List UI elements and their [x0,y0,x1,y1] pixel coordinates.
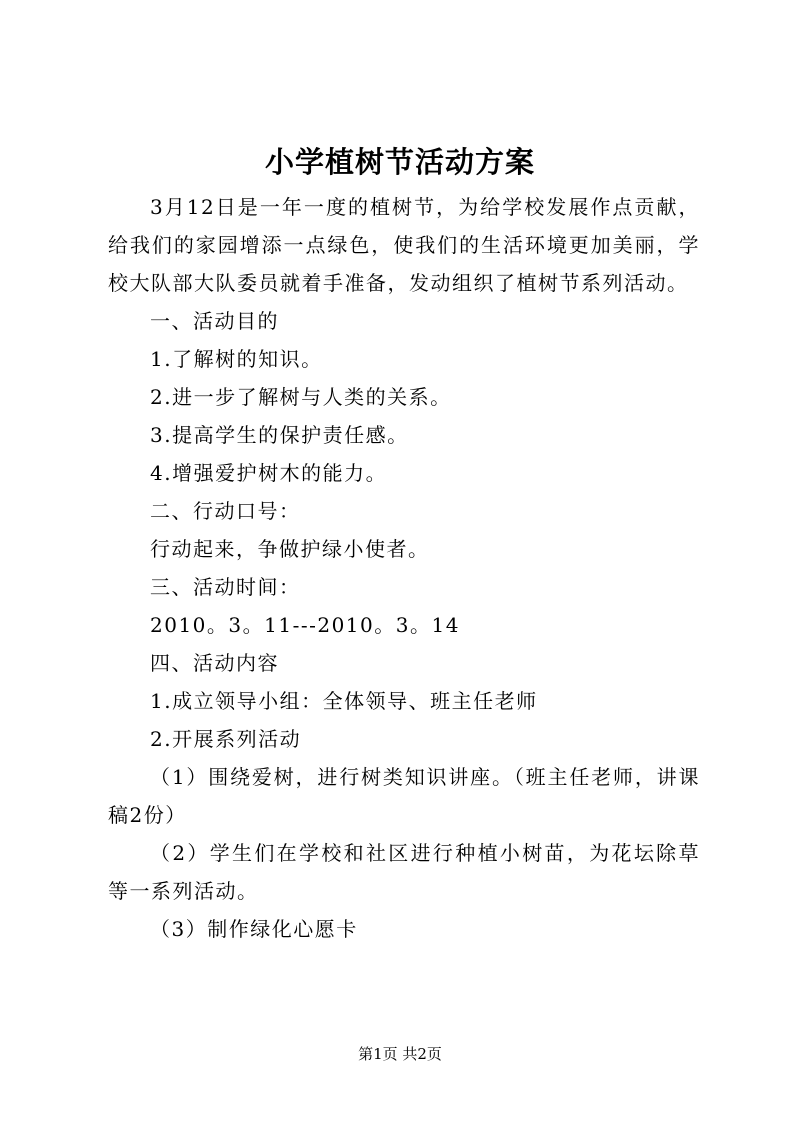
slogan-text: 行动起来，争做护绿小使者。 [150,537,430,561]
purpose-item: 2.进一步了解树与人类的关系。 [150,385,452,409]
content-item: 1.成立领导小组：全体领导、班主任老师 [150,689,538,713]
document-body [108,188,700,948]
slogan-heading: 二、行动口号： [150,499,301,523]
page-footer: 第1页 共2页 [358,1045,442,1063]
purpose-item: 4.增强爱护树木的能力。 [150,461,388,485]
document-title: 小学植树节活动方案 [264,145,535,179]
content-item: 2.开展系列活动 [150,727,302,751]
content-item: （1）围绕爱树，进行树类知识讲座。（班主任老师，讲课稿2份） [108,765,700,827]
purpose-item: 1.了解树的知识。 [150,347,323,371]
content-heading: 四、活动内容 [150,651,279,675]
purpose-heading: 一、活动目的 [150,309,279,333]
intro-paragraph: 3月12日是一年一度的植树节，为给学校发展作点贡献，给我们的家园增添一点绿色，使我们的生活环境更加美丽，学校大队部大队委员就着手准备，发动组织了植树节系列活动。 [108,195,700,295]
content-item: （2）学生们在学校和社区进行种植小树苗，为花坛除草等一系列活动。 [108,841,700,903]
purpose-item: 3.提高学生的保护责任感。 [150,423,409,447]
time-text: 2010。3。11---2010。3。14 [150,613,460,637]
content-item: （3）制作绿化心愿卡 [150,917,358,941]
time-heading: 三、活动时间： [150,575,301,599]
